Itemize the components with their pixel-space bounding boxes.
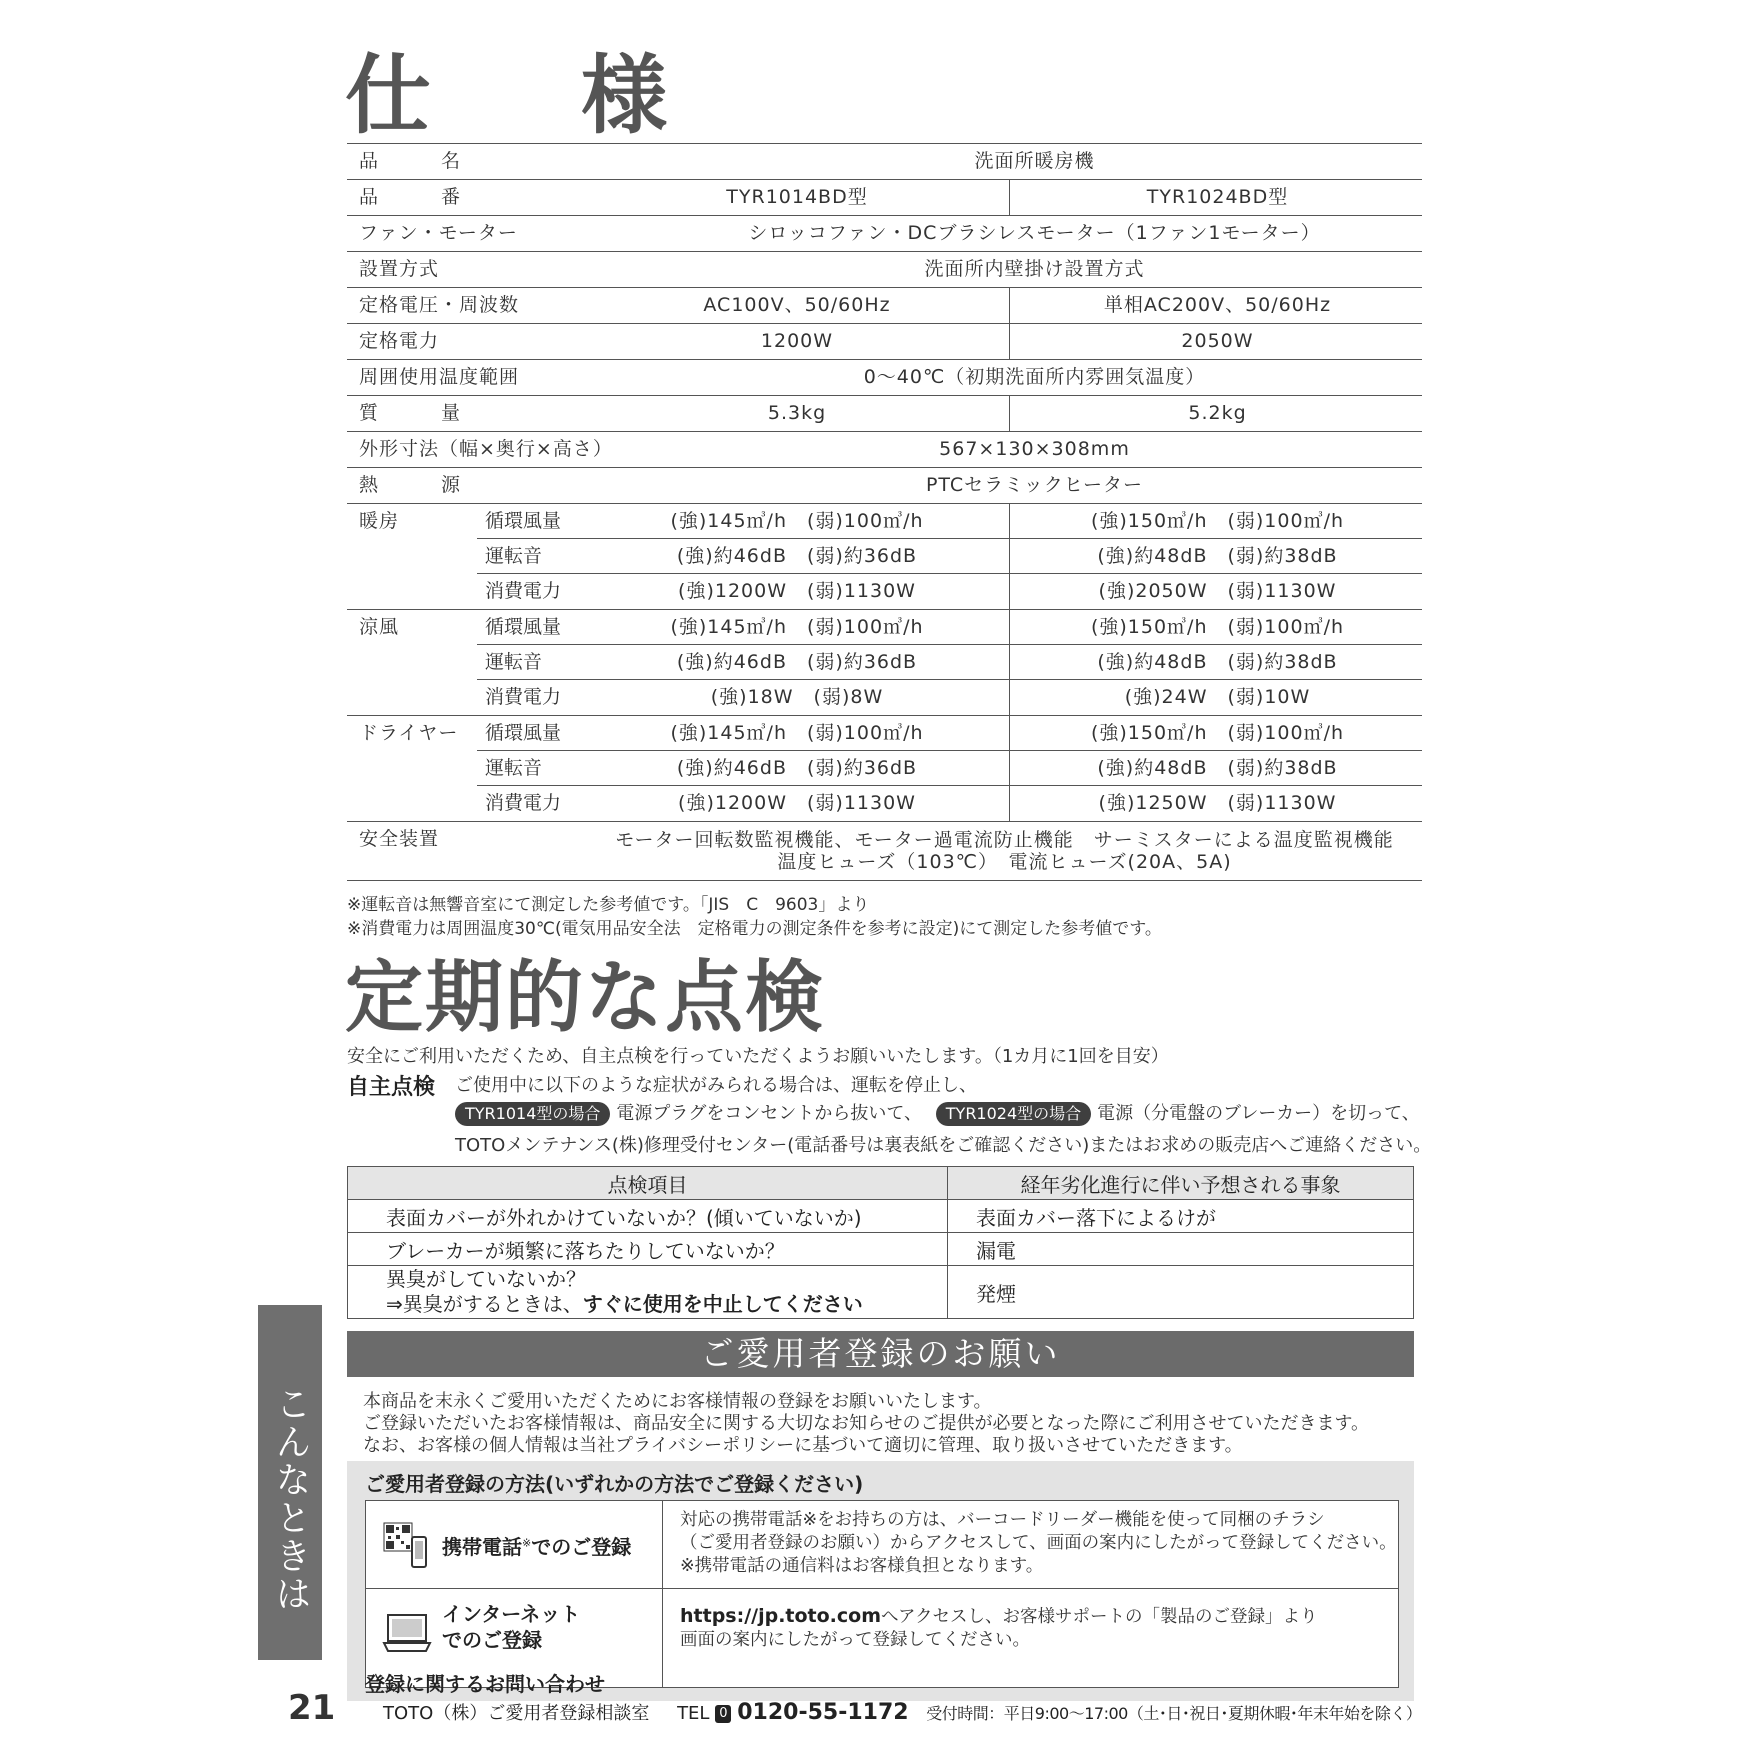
spec-note-2: ※消費電力は周囲温度30℃(電気用品安全法 定格電力の測定条件を参考に設定)にて測定した参考値です。 — [347, 919, 1162, 939]
inquiry-line — [383, 1699, 1421, 1725]
internet-method-desc — [680, 1605, 1317, 1652]
spec-sub-label: 循環風量 — [485, 722, 562, 744]
self-check-line-2 — [455, 1099, 1420, 1126]
table-row — [348, 1266, 1414, 1319]
spec-sub-label: 循環風量 — [485, 510, 562, 532]
spec-value-1024: (強)約48dB (弱)約38dB — [1097, 757, 1338, 779]
mode-label-dryer: ドライヤー — [359, 722, 459, 744]
spec-value-1014: (強)約46dB (弱)約36dB — [676, 651, 918, 673]
spec-sub-label: 消費電力 — [485, 686, 562, 708]
spec-row-cool-airflow — [347, 610, 1422, 645]
spec-row-heating-noise — [347, 539, 1422, 574]
spec-value-1024: (強)150㎥/h (弱)100㎥/h — [1090, 722, 1345, 744]
internet-method-label — [442, 1601, 580, 1653]
spec-value-1024: 単相AC200V、50/60Hz — [1103, 294, 1332, 316]
internet-desc-line-2: 画面の案内にしたがって登録してください。 — [680, 1630, 1030, 1650]
tel-label: TEL — [677, 1703, 710, 1724]
mobile-desc-line-3: ※携帯電話の通信料はお客様負担となります。 — [680, 1556, 1044, 1576]
spec-value-1024: (強)約48dB (弱)約38dB — [1097, 545, 1338, 567]
spec-row-mass — [347, 396, 1422, 432]
check-table — [347, 1166, 1414, 1319]
spec-row-dryer-power — [347, 786, 1422, 822]
spec-value-1024: (強)150㎥/h (弱)100㎥/h — [1090, 510, 1345, 532]
spec-row-heating-airflow — [347, 504, 1422, 539]
spec-row-dryer-noise — [347, 751, 1422, 786]
check-item-line-2 — [386, 1292, 947, 1317]
spec-sub-label: 運転音 — [485, 651, 543, 673]
spec-row-dryer-airflow — [347, 716, 1422, 751]
check-item: 表面カバーが外れかけていないか？(傾いていないか) — [348, 1200, 948, 1233]
spec-value-1024: (強)1250W (弱)1130W — [1098, 792, 1337, 814]
mode-label-cool: 涼風 — [359, 616, 400, 638]
spec-note-1: ※運転音は無響音室にて測定した参考値です。「JIS C 9603」より — [347, 895, 870, 915]
spec-label: 設置方式 — [359, 258, 440, 280]
registration-para-2: ご登録いただいたお客様情報は、商品安全に関する大切なお知らせのご提供が必要となった際にご利用させていただきます。 — [363, 1413, 1370, 1434]
spec-row-model — [347, 180, 1422, 216]
spec-label: 品 名 — [359, 150, 483, 172]
check-effect: 発煙 — [948, 1266, 1414, 1319]
mobile-method-desc — [680, 1509, 1397, 1578]
spec-row-name — [347, 143, 1422, 180]
inquiry-title: 登録に関するお問い合わせ — [365, 1672, 605, 1696]
spec-label: 外形寸法（幅×奥行×高さ） — [359, 438, 613, 460]
inquiry-org: TOTO（株）ご愛用者登録相談室 — [383, 1703, 650, 1724]
check-intro: 安全にご利用いただくため、自主点検を行っていただくようお願いいたします。（1カ月に1回を目安） — [347, 1046, 1169, 1067]
spec-row-fan — [347, 216, 1422, 252]
spec-value-1024: (強)2050W (弱)1130W — [1098, 580, 1337, 602]
mobile-method-label — [442, 1531, 631, 1560]
self-check-text-2: 電源（分電盤のブレーカー）を切って、 — [1097, 1103, 1420, 1124]
spec-row-cool-noise — [347, 645, 1422, 680]
check-header-effect: 経年劣化進行に伴い予想される事象 — [948, 1167, 1414, 1200]
spec-safety-value — [587, 829, 1422, 887]
spec-value-1014: (強)18W (弱)8W — [710, 686, 884, 708]
tel-number: 0120-55-1172 — [737, 1700, 909, 1725]
self-check-text-1: 電源プラグをコンセントから抜いて、 — [616, 1103, 923, 1124]
registration-url-link[interactable]: https://jp.toto.com — [680, 1605, 882, 1627]
spec-sub-label: 運転音 — [485, 757, 543, 779]
spec-value-1014: (強)145㎥/h (弱)100㎥/h — [670, 722, 924, 744]
spec-value: 0〜40℃（初期洗面所内雰囲気温度） — [863, 366, 1206, 388]
check-effect: 表面カバー落下によるけが — [948, 1200, 1414, 1233]
internet-label-line-2: でのご登録 — [442, 1628, 542, 1652]
spec-value-1024: 2050W — [1181, 330, 1254, 352]
spec-value: 洗面所内壁掛け設置方式 — [924, 258, 1145, 280]
spec-row-size — [347, 432, 1422, 468]
table-row — [348, 1233, 1414, 1266]
spec-label: 熱 源 — [359, 474, 483, 496]
spec-value-1014: AC100V、50/60Hz — [703, 294, 891, 316]
check-title: 定期的な点検 — [345, 953, 826, 1043]
check-effect: 漏電 — [948, 1233, 1414, 1266]
laptop-icon — [382, 1611, 432, 1659]
table-row — [348, 1200, 1414, 1233]
spec-label: ファン・モーター — [359, 222, 518, 244]
mobile-label-suffix: でのご登録 — [531, 1535, 632, 1559]
safety-line-1: モーター回転数監視機能、モーター過電流防止機能 サーミスターによる温度監視機能 — [615, 829, 1394, 851]
check-item-text: ⇒異臭がするときは、 — [386, 1292, 583, 1316]
check-item-line-1: 異臭がしていないか？ — [386, 1267, 586, 1291]
spec-row-install — [347, 252, 1422, 288]
spec-row-temp — [347, 360, 1422, 396]
spec-label: 周囲使用温度範囲 — [359, 366, 520, 388]
spec-sub-label: 消費電力 — [485, 792, 562, 814]
spec-sub-label: 消費電力 — [485, 580, 562, 602]
spec-label: 定格電力 — [359, 330, 440, 352]
spec-label: 品 番 — [359, 186, 483, 208]
spec-value: 567×130×308mm — [939, 438, 1130, 460]
spec-row-voltage — [347, 288, 1422, 324]
self-check-line-3: TOTOメンテナンス(株)修理受付センター(電話番号は裏表紙をご確認ください)またはお求めの販売店へご連絡ください。 — [455, 1135, 1432, 1156]
self-check-title: 自主点検 — [347, 1075, 436, 1100]
internet-desc-line-1: へアクセスし、お客様サポートの「製品のご登録」より — [881, 1607, 1318, 1627]
freedial-icon: 0 — [715, 1705, 731, 1723]
spec-title: 仕 様 — [345, 46, 727, 146]
spec-value: 洗面所暖房機 — [974, 150, 1095, 172]
pill-tyr1024: TYR1024型の場合 — [936, 1102, 1091, 1126]
spec-label: 定格電圧・周波数 — [359, 294, 520, 316]
registration-para-1: 本商品を末永くご愛用いただくためにお客様情報の登録をお願いいたします。 — [363, 1391, 992, 1412]
spec-value-1014: 5.3kg — [767, 402, 827, 424]
spec-value-1024: 5.2kg — [1188, 402, 1247, 424]
side-tab-label: こんなときは — [270, 1385, 311, 1613]
internet-label-line-1: インターネット — [442, 1602, 581, 1626]
spec-sub-label: 循環風量 — [485, 616, 562, 638]
registration-banner: ご愛用者登録のお願い — [347, 1331, 1414, 1377]
spec-value-1024: (強)約48dB (弱)約38dB — [1097, 651, 1338, 673]
mobile-desc-line-1: 対応の携帯電話※をお持ちの方は、バーコードリーダー機能を使って同梱のチラシ — [680, 1510, 1325, 1530]
pill-tyr1014: TYR1014型の場合 — [455, 1102, 610, 1126]
check-item-emphasis: すぐに使用を中止してください — [582, 1292, 863, 1316]
registration-para-3: なお、お客様の個人情報は当社プライバシーポリシーに基づいて適切に管理、取り扱いさせていただきます。 — [363, 1435, 1243, 1456]
spec-value-1024: (強)150㎥/h (弱)100㎥/h — [1090, 616, 1345, 638]
spec-row-cool-power — [347, 680, 1422, 716]
spec-row-power — [347, 324, 1422, 360]
spec-row-heat — [347, 468, 1422, 504]
mobile-label-note-mark: ※ — [522, 1536, 532, 1550]
spec-value-1014: (強)145㎥/h (弱)100㎥/h — [670, 510, 924, 532]
check-item — [348, 1266, 948, 1319]
page-number: 21 — [288, 1688, 336, 1728]
spec-label: 質 量 — [359, 402, 483, 424]
spec-value-1014: 1200W — [760, 330, 834, 352]
spec-value-1014: (強)約46dB (弱)約36dB — [676, 545, 918, 567]
spec-row-safety — [347, 822, 1422, 881]
spec-value-1014: (強)145㎥/h (弱)100㎥/h — [670, 616, 924, 638]
spec-value-1024: (強)24W (弱)10W — [1124, 686, 1311, 708]
mobile-label: 携帯電話 — [442, 1535, 522, 1559]
spec-row-heating-power — [347, 574, 1422, 610]
registration-method-table — [365, 1500, 1399, 1688]
spec-label: 安全装置 — [359, 828, 440, 850]
registration-method-title: ご愛用者登録の方法(いずれかの方法でご登録ください) — [365, 1472, 864, 1496]
spec-sub-label: 運転音 — [485, 545, 543, 567]
check-item: ブレーカーが頻繁に落ちたりしていないか？ — [348, 1233, 948, 1266]
check-header-item: 点検項目 — [348, 1167, 948, 1200]
spec-table — [347, 143, 1422, 881]
self-check-line-1: ご使用中に以下のような症状がみられる場合は、運転を停止し、 — [455, 1075, 977, 1096]
spec-value: シロッコファン・DCブラシレスモーター（1ファン1モーター） — [748, 222, 1321, 244]
mode-label-heating: 暖房 — [359, 510, 400, 532]
spec-value-1014: (強)1200W (弱)1130W — [678, 792, 916, 814]
spec-value-1014: (強)約46dB (弱)約36dB — [676, 757, 918, 779]
spec-value-1014: (強)1200W (弱)1130W — [678, 580, 916, 602]
mobile-desc-line-2: （ご愛用者登録のお願い）からアクセスして、画面の案内にしたがって登録してください。 — [680, 1533, 1397, 1553]
qr-phone-icon — [382, 1521, 430, 1575]
spec-value: PTCセラミックヒーター — [925, 474, 1144, 496]
spec-value-1014: TYR1014BD型 — [726, 186, 868, 208]
inquiry-hours: 受付時間：平日9:00〜17:00（土･日･祝日･夏期休暇･年末年始を除く） — [926, 1704, 1422, 1723]
spec-value-1024: TYR1024BD型 — [1146, 186, 1289, 208]
safety-line-2: 温度ヒューズ（103℃） 電流ヒューズ(20A、5A) — [777, 851, 1232, 873]
